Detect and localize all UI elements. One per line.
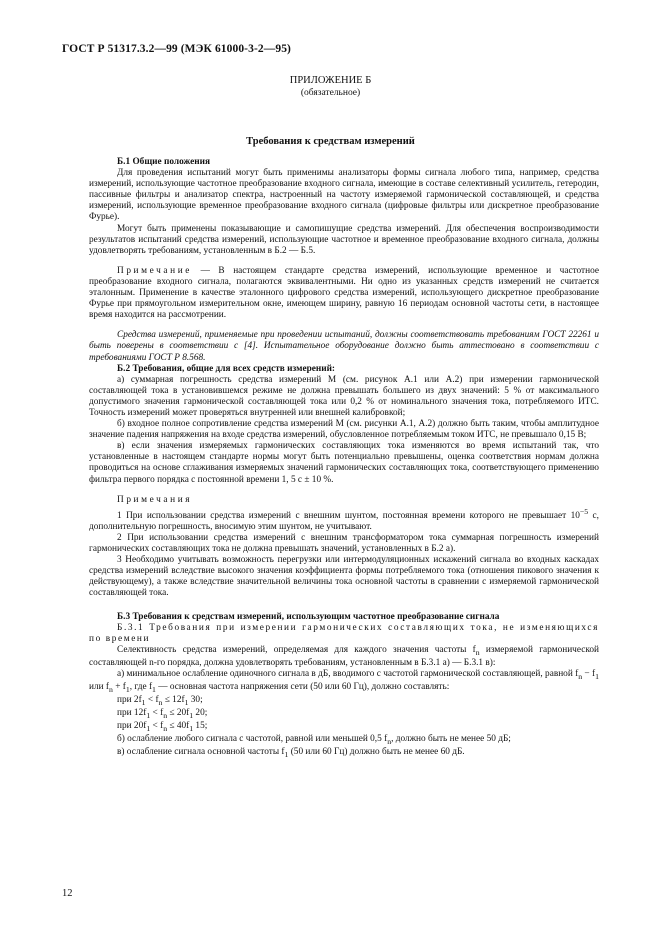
b3-p1-text-a: Селективность средства измерений, определяемая для каждого значения частоты f xyxy=(117,644,476,655)
section-b3-1-condition-2: при $12f_1 < f_n \le 20f_1$ 20; xyxy=(117,707,208,720)
section-b1-paragraph-1: Для проведения испытаний могут быть применимы анализаторы формы сигнала любого типа, например, средства измерений, использующие частотное преобразование входного сигнала, имеющие в составе селективный усилитель, гетеродин, пассивные фильтры и анализатор спектра, настроенный на частоту измеряемой гармонической составляющей, и средства измерений, использующие временное преобразование входного сигнала (цифровые фильтры или дискретное преобразование Фурье). xyxy=(89,168,599,223)
section-b3-1-item-a: а) минимальное ослабление одиночного сигнала в дБ, вводимого с частотой гармонической составляющей, равной $f_n - f_1$ или $f_n + f_1$, где $f_1$ — основная частота напряжения сети (50 или 60 Гц), должно составлять: xyxy=(89,668,599,694)
section-b3-1-heading: Б.3.1 Требования при измерении гармонических составляющих тока, не изменяющихся по времени xyxy=(89,622,599,644)
document-header: ГОСТ Р 51317.3.2—99 (МЭК 61000-3-2—95) xyxy=(62,43,291,55)
section-b2-note-1 xyxy=(89,506,599,533)
note-1-text-b: с, дополнительную погрешность, вносимую этим шунтом, не учитывают. xyxy=(89,510,599,532)
section-b1-note xyxy=(89,266,599,321)
section-b2-note-3: 3 Необходимо учитывать возможность перегрузки или интермодуляционных искажений сигнала во входных каскадах средства измерений вследствие высокого значения коэффициента формы потребляемого тока (отношения пикового значения к действующему), а также вследствие значительной величины тока основной частоты в сравнении с измеряемой гармонической составляющей тока. xyxy=(89,555,599,599)
appendix-subtitle: (обязательное) xyxy=(300,88,361,98)
section-b3-heading: Б.3 Требования к средствам измерений, использующим частотное преобразование сигнала xyxy=(117,611,500,622)
section-b1-paragraph-2: Могут быть применены показывающие и самопишущие средства измерений. Для обеспечения воспроизводимости результатов испытаний средства измерений, использующие частотное и временное преобразование входного сигнала, должны удовлетворять требованиям, установленным в Б.2 — Б.5. xyxy=(89,223,599,256)
appendix-title: ПРИЛОЖЕНИЕ Б xyxy=(289,75,372,86)
section-b3-1-condition-3: при $20f_1 < f_n \le 40f_1$ 15; xyxy=(117,720,208,733)
note-label: Примечание xyxy=(117,265,192,276)
note-text: — В настоящем стандарте средства измерений, использующие временное и частотное преобразование входного сигнала, полагаются эквивалентными. Ни одно из указанных средств измерений не считается эталонным. Применение в качестве эталонного цифрового средства измерений, использующего дискретное преобразование Фурье при прямоугольном измерительном окне, имеющем ширину, равную 16 периодам основной частоты сети, в настоящее время находится на рассмотрении. xyxy=(89,265,599,321)
section-b1-italic-requirement: Средства измерений, применяемые при проведении испытаний, должны соответствовать требованиям ГОСТ 22261 и быть поверены в соответствии с [4]. Испытательное оборудование должно быть аттестовано в соответствии с требованиями ГОСТ Р 8.568. xyxy=(89,330,599,363)
note-1-exponent: −5 xyxy=(579,506,589,516)
b3-p1-text-b: измеряемой гармонической составляющей n-го порядка, должна удовлетворять требованиям, установленным в Б.3.1 а) — Б.3.1 в): xyxy=(89,644,599,668)
note-1-text-a: 1 При использовании средства измерений с внешним шунтом, постоянная времени которого не превышает 10 xyxy=(117,510,580,521)
section-b2-notes-label xyxy=(89,495,599,506)
section-b1-heading: Б.1 Общие положения xyxy=(117,157,210,167)
section-b3-1-item-c: в) ослабление сигнала основной частоты $f_1$ (50 или 60 Гц) должно быть не менее 60 дБ. xyxy=(117,746,465,759)
document-title: Требования к средствам измерений xyxy=(246,136,415,147)
section-b2-item-a: а) суммарная погрешность средства измерений М (см. рисунок А.1 или А.2) при измерении гармонической составляющей тока в установившемся режиме не должна превышать большего из двух значений: 5 % от максимального допустимого значения гармонической составляющей тока или 0,2 % от номинального значения тока, потребляемого ИТС. Точность измерений может проверяться внутренней или внешней калибровкой; xyxy=(89,374,599,418)
section-b2-item-b: б) входное полное сопротивление средства измерений М (см. рисунки А.1, А.2) должно быть таким, чтобы амплитудное значение падения напряжения на входе средства измерений, обусловленное потребляемым током ИТС, не превышало 0,15 В; xyxy=(89,419,599,441)
b3-p1-subscript: n xyxy=(475,647,480,657)
section-b2-heading: Б.2 Требования, общие для всех средств измерений: xyxy=(117,363,336,374)
section-b2-note-2: 2 При использовании средства измерений с внешним трансформатором тока суммарная погрешность измерений гармонических составляющих тока не должна превышать значений, установленных в Б.2 а). xyxy=(89,533,599,555)
notes-label: Примечания xyxy=(117,494,193,505)
document-body xyxy=(89,157,599,760)
section-b3-1-condition-1: при $2f_1 < f_n \le 12f_1$ 30; xyxy=(117,694,203,707)
section-b3-1-item-b: б) ослабление любого сигнала с частотой, равной или меньшей 0,5 $f_n$, должно быть не менее 50 дБ; xyxy=(117,733,511,746)
appendix-heading xyxy=(0,75,661,99)
section-b3-1-paragraph xyxy=(89,645,599,669)
section-b2-item-c: в) если значения измеряемых гармонических составляющих тока изменяются во время испытаний так, что установленные в настоящем стандарте нормы могут быть потенциально превышены, оценка соответствия нормам должна проводиться на основе сглаживания измеряемых значений гармонических составляющих тока, соответствующего применению фильтра первого порядка с постоянной времени 1, 5 с ± 10 %. xyxy=(89,441,599,485)
page-number: 12 xyxy=(62,888,73,899)
